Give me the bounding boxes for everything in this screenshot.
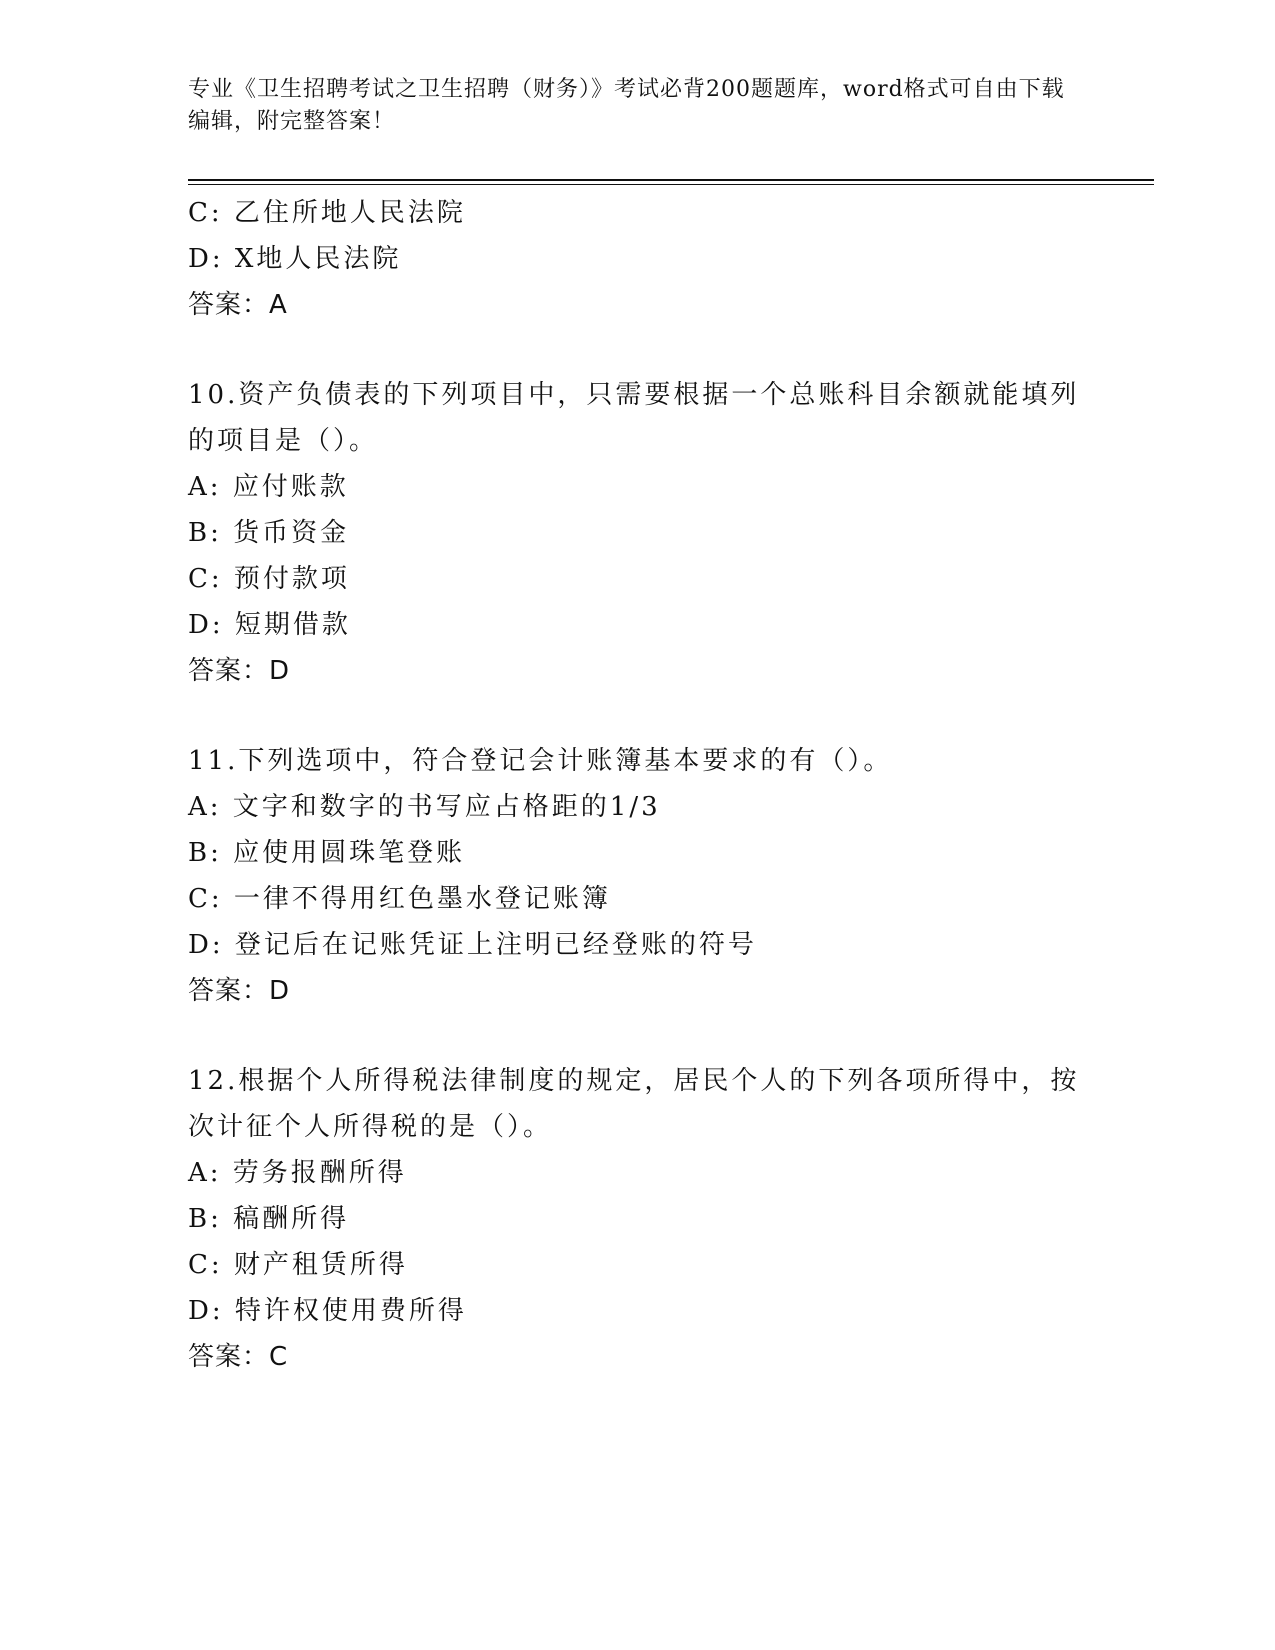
option-b: B: 应使用圆珠笔登账 (188, 838, 466, 868)
option-c: C: 乙住所地人民法院 (188, 198, 466, 228)
document-header: 专业《卫生招聘考试之卫生招聘（财务）》考试必背200题题库，word格式可自由下载编辑，附完整答案！ (188, 77, 1065, 134)
header-divider-thin (188, 184, 1154, 185)
option-d: D: 短期借款 (188, 610, 351, 640)
document-body (188, 190, 1088, 1380)
answer-line: 答案：C (188, 1342, 289, 1372)
option-a: A: 应付账款 (188, 472, 349, 502)
question-10 (188, 372, 1088, 694)
question-12 (188, 1058, 1088, 1380)
option-c: C: 财产租赁所得 (188, 1250, 408, 1280)
option-c: C: 预付款项 (188, 564, 350, 594)
answer-line: 答案：A (188, 290, 288, 320)
question-9-continuation (188, 190, 1088, 328)
option-d: D: 特许权使用费所得 (188, 1296, 467, 1326)
option-b: B: 稿酬所得 (188, 1204, 350, 1234)
answer-line: 答案：D (188, 656, 291, 686)
question-stem: 12.根据个人所得税法律制度的规定，居民个人的下列各项所得中，按次计征个人所得税的是（）。 (188, 1066, 1080, 1142)
option-b: B: 货币资金 (188, 518, 350, 548)
option-a: A: 文字和数字的书写应占格距的1/3 (188, 792, 661, 822)
option-d: D: 登记后在记账凭证上注明已经登账的符号 (188, 930, 757, 960)
question-stem: 10.资产负债表的下列项目中，只需要根据一个总账科目余额就能填列的项目是（）。 (188, 380, 1080, 456)
question-11 (188, 738, 1088, 1014)
header-divider-thick (188, 179, 1154, 181)
option-d: D: X地人民法院 (188, 244, 402, 274)
option-c: C: 一律不得用红色墨水登记账簿 (188, 884, 611, 914)
answer-line: 答案：D (188, 976, 291, 1006)
question-stem: 11.下列选项中，符合登记会计账簿基本要求的有（）。 (188, 746, 893, 776)
option-a: A: 劳务报酬所得 (188, 1158, 407, 1188)
